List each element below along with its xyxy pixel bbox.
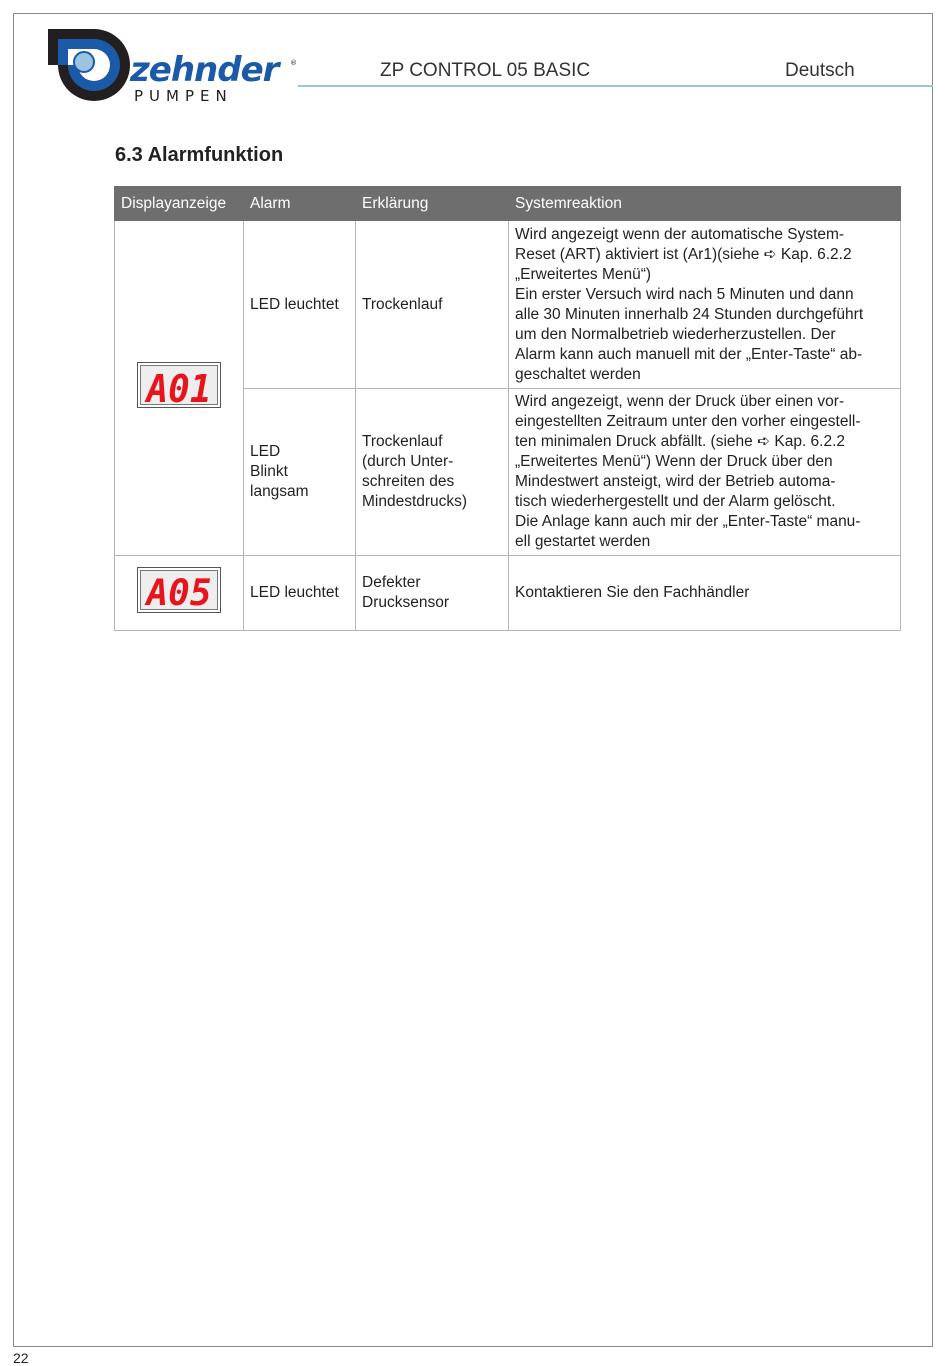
reaction-cell: Kontaktieren Sie den Fachhändler bbox=[509, 556, 901, 631]
reaction-cell: Wird angezeigt, wenn der Druck über einen vor- eingestellten Zeitraum unter den vorher eingestell- ten minimalen Druck abfällt. (siehe ➪ Kap. 6.2.2 „Erweitertes Menü“) Wenn der Druck über den Mindestwert ansteigt, wird der Betrieb automa- tisch wiederhergestellt und der Alarm gelöscht. Die Anlage kann auch mir der „Enter-Taste“ manu- ell gestartet werden bbox=[509, 389, 901, 556]
document-title: ZP CONTROL 05 BASIC bbox=[380, 60, 591, 81]
display-a05 bbox=[137, 567, 221, 613]
display-cell bbox=[115, 556, 244, 631]
explanation-cell: Trockenlauf (durch Unter- schreiten des Mindestdrucks) bbox=[356, 389, 509, 556]
zehnder-logo bbox=[44, 25, 300, 105]
header-displayanzeige: Displayanzeige bbox=[115, 187, 244, 221]
display-cell bbox=[115, 221, 244, 556]
header-systemreaktion: Systemreaktion bbox=[509, 187, 901, 221]
brand-sub: PUMPEN bbox=[134, 87, 233, 105]
svg-text:®: ® bbox=[290, 59, 297, 67]
table-row bbox=[115, 221, 901, 389]
seven-segment-display-icon bbox=[138, 568, 220, 612]
display-code: A05 bbox=[146, 573, 212, 612]
table-header-row bbox=[115, 187, 901, 221]
brand-name: zehnder bbox=[130, 50, 279, 90]
header-rule bbox=[298, 85, 933, 87]
reaction-cell: Wird angezeigt wenn der automatische System- Reset (ART) aktiviert ist (Ar1)(siehe ➪ Kap. 6.2.2 „Erweitertes Menü“) Ein erster Versuch wird nach 5 Minuten und dann alle 30 Minuten innerhalb 24 Stunden durchgeführt um den Normalbetrieb wiederherzustellen. Der Alarm kann auch manuell mit der „Enter-Taste“ ab- geschaltet werden bbox=[509, 221, 901, 389]
alarm-table bbox=[114, 186, 901, 631]
header-alarm: Alarm bbox=[244, 187, 356, 221]
header-erklaerung: Erklärung bbox=[356, 187, 509, 221]
display-a01 bbox=[137, 362, 221, 408]
page-number: 22 bbox=[13, 1350, 29, 1366]
alarm-cell: LED leuchtet bbox=[244, 221, 356, 389]
alarm-cell: LED Blinkt langsam bbox=[244, 389, 356, 556]
language-label: Deutsch bbox=[785, 60, 855, 81]
table-row bbox=[115, 556, 901, 631]
seven-segment-display-icon bbox=[138, 363, 220, 407]
explanation-cell: Defekter Drucksensor bbox=[356, 556, 509, 631]
section-heading: 6.3 Alarmfunktion bbox=[115, 144, 284, 166]
explanation-cell: Trockenlauf bbox=[356, 221, 509, 389]
display-code: A01 bbox=[146, 367, 212, 407]
alarm-cell: LED leuchtet bbox=[244, 556, 356, 631]
